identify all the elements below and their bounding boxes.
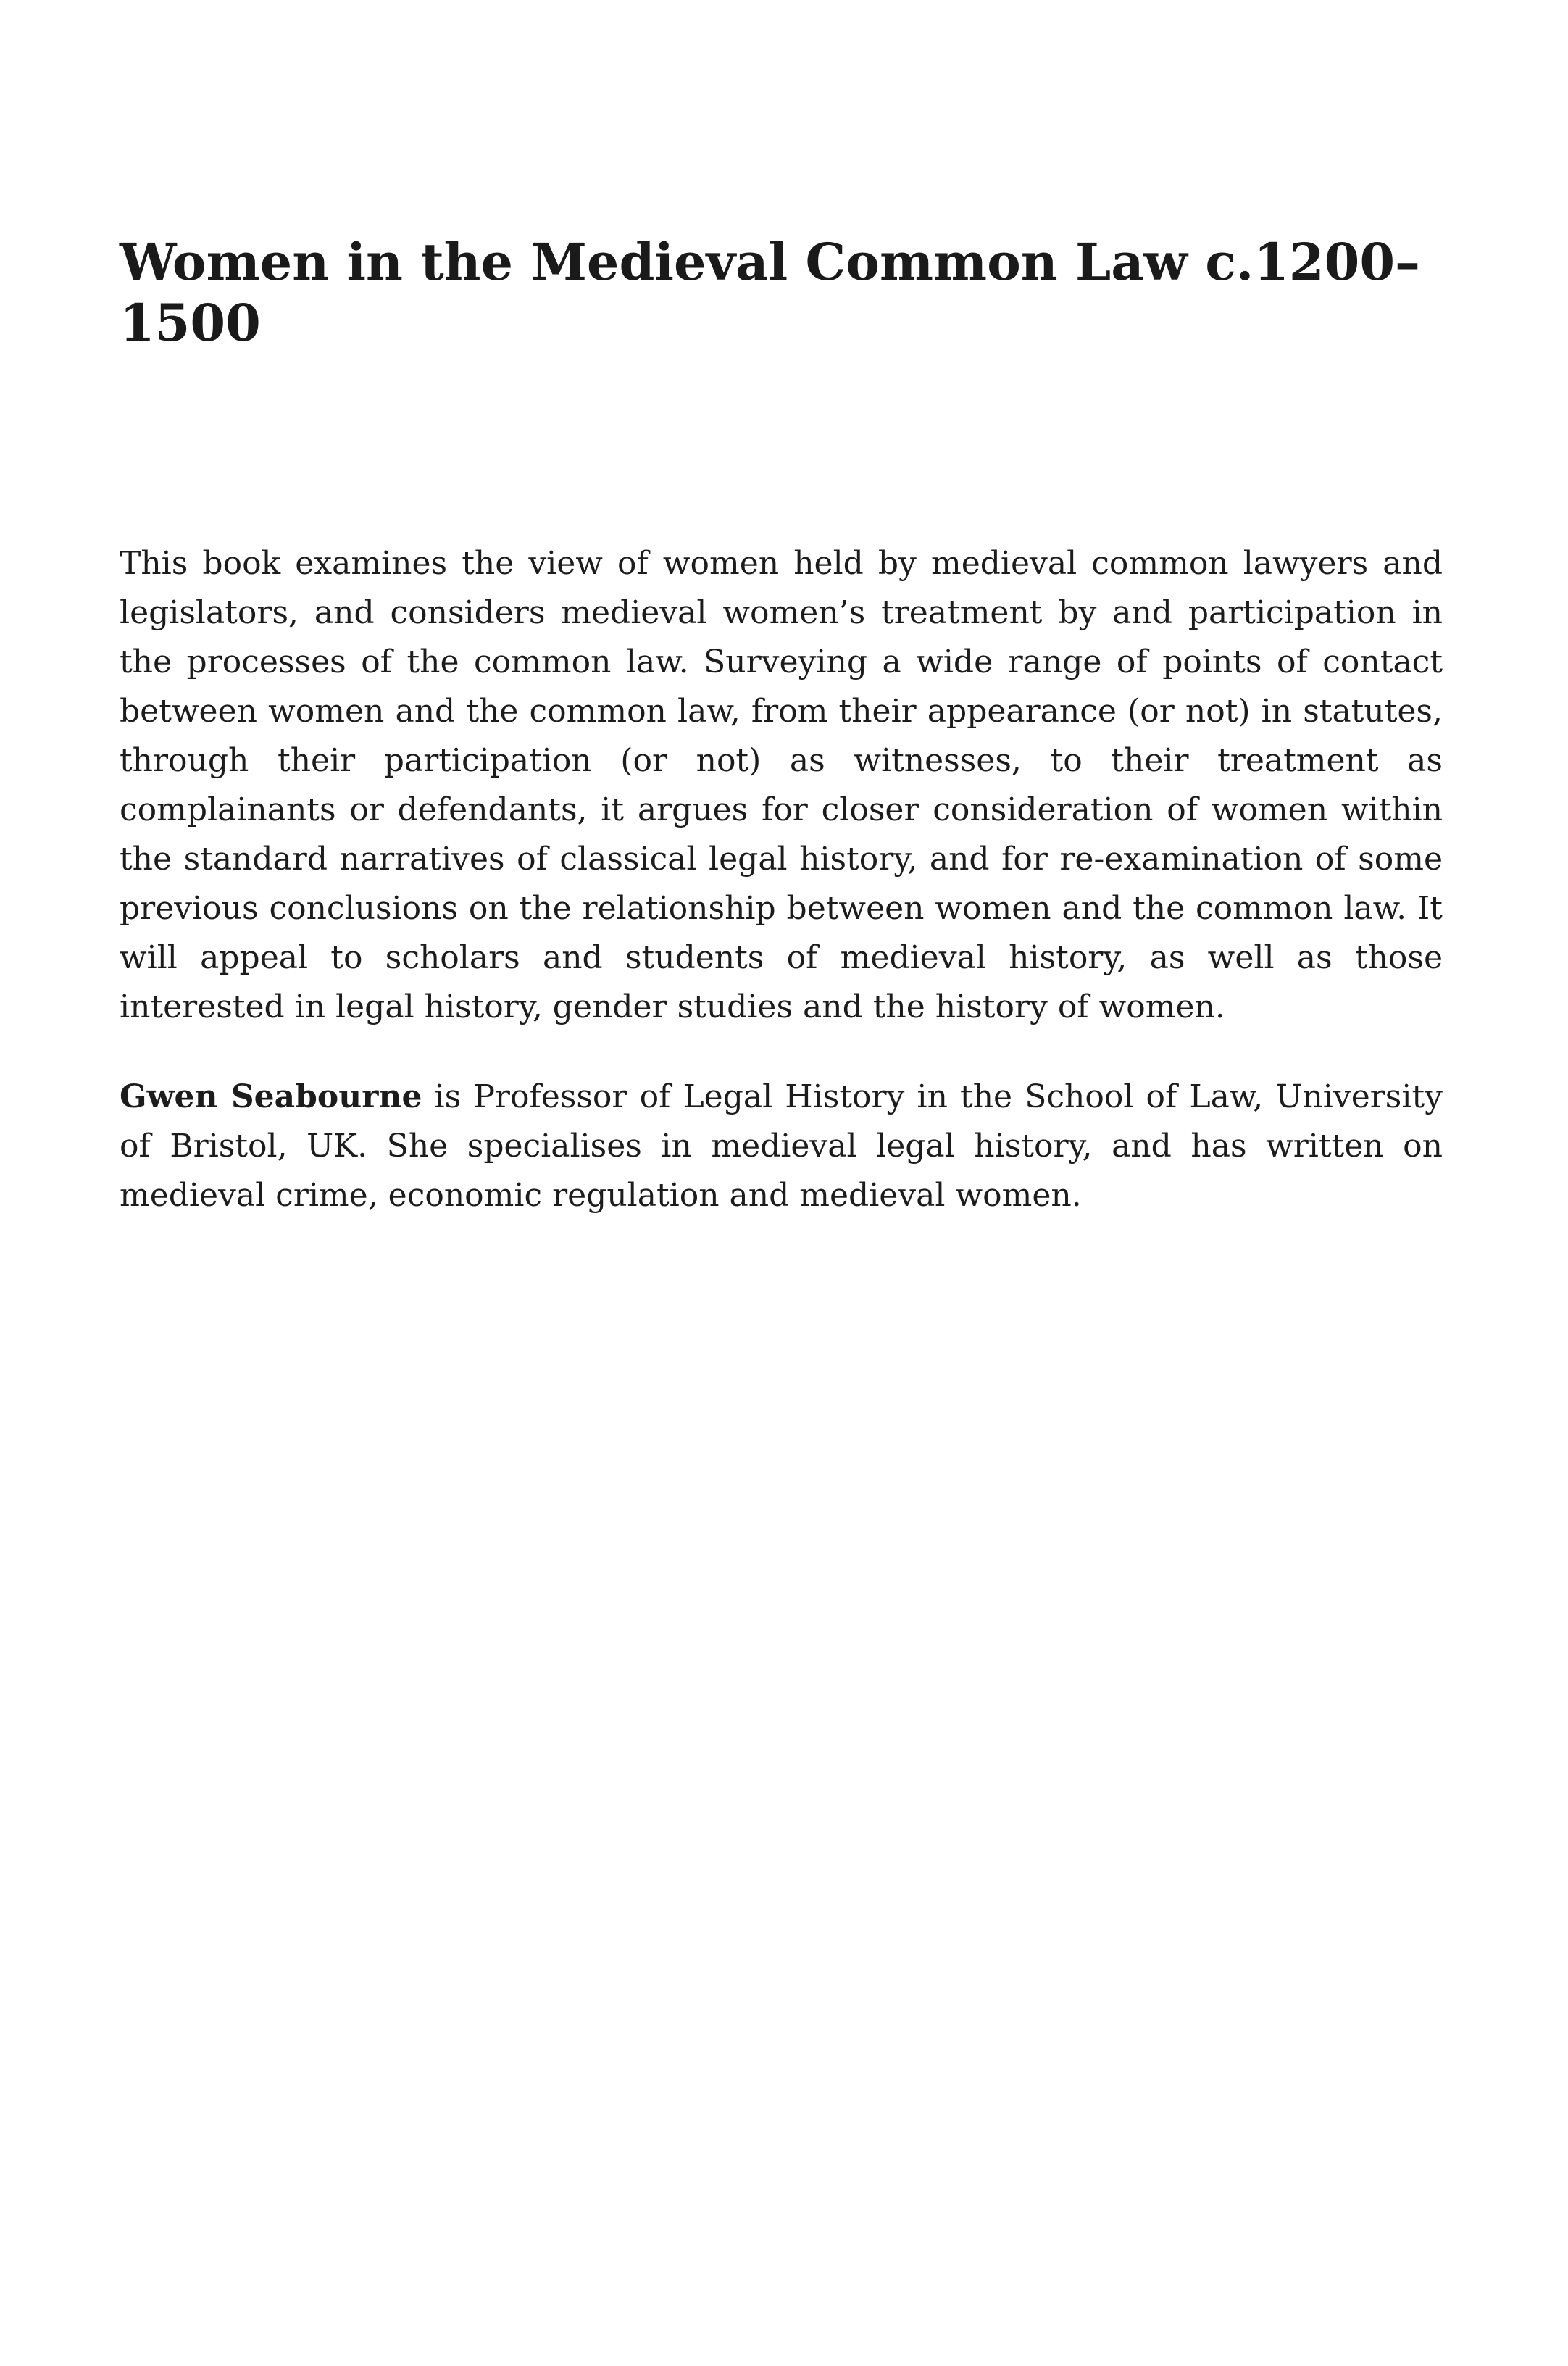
book-description: This book examines the view of women held by medieval common lawyers and legislators, and considers medieval women’s treatment by and participation in the processes of the common law. Surveying a wide range of points of contact between women and the common law, from their appearance (or not) in statutes, through their participation (or not) as witnesses, to their treatment as complainants or defendants, it argues for closer consideration of women within the standard narratives of classical legal history, and for re-examination of some previous conclusions on the relationship between women and the common law. It will appeal to scholars and students of medieval history, as well as those interested in legal history, gender studies and the history of women. [120,545,1443,1025]
book-title: Women in the Medieval Common Law c.1200–1500 [120,232,1421,353]
author-bio [120,1072,1443,1220]
author-name: Gwen Seabourne [120,1078,422,1115]
author-bio-text: is Professor of Legal History in the School of Law, University of Bristol, UK. She specialises in medieval legal history, and has written on medieval crime, economic regulation and medieval women. [120,1078,1443,1214]
